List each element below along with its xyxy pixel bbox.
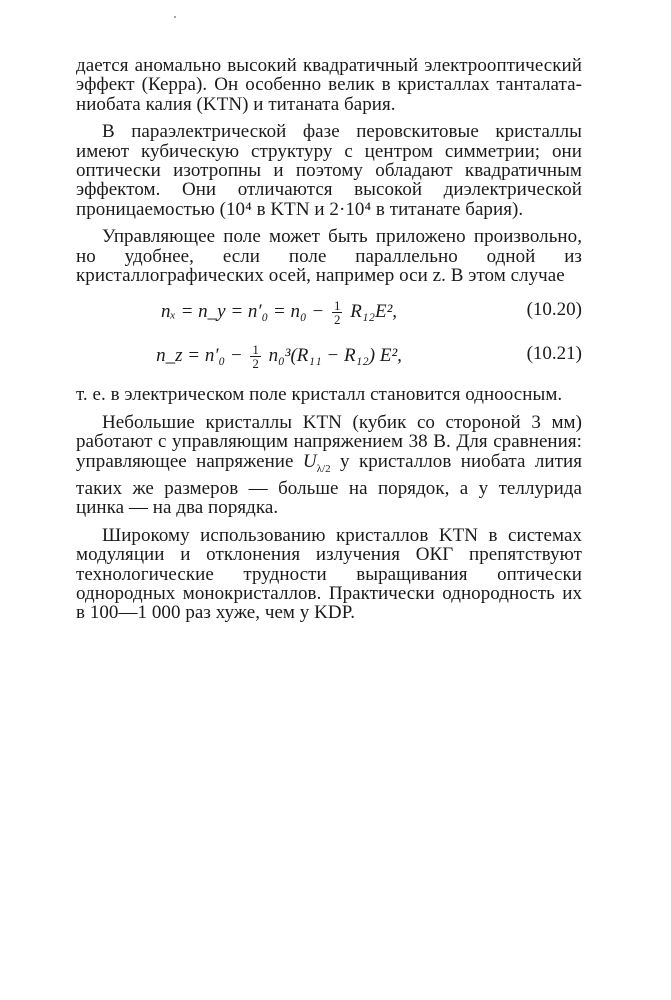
equation-10-21-lhs: n_z = n′₀ −	[156, 345, 243, 367]
equation-10-21-rhs: n₀³(R₁₁ − R₁₂) E²,	[268, 345, 402, 367]
equation-10-20	[76, 299, 582, 329]
paragraph-5-end: у кристаллов ниобата лития таких же размеров — больше на порядок, а у теллурида цинка — на два порядка.	[76, 450, 582, 519]
equation-10-20-lhs: nₓ = n_y = n′₀ = n₀ −	[160, 301, 325, 323]
equation-10-21-number: (10.21)	[526, 343, 582, 365]
voltage-symbol: U	[302, 450, 317, 472]
fraction-denominator: 2	[252, 356, 259, 372]
paragraph-5-start: Небольшие кристаллы KTN (кубик со стороной 3 мм) работают с управляющим напряжением 38 В. Для сравнения: управляющее напряжение	[76, 411, 582, 472]
paragraph-2: В параэлектрической фазе перовскитовые кристаллы имеют кубическую структуру с центром симметрии; они оптически изотропны и поэтому обладают квадратичным эффектом. Они отличаются высокой диэлектрической проницаемостью (10⁴ в KTN и 2·10⁴ в титанате бария).	[76, 121, 582, 220]
equation-10-20-formula	[76, 299, 482, 326]
paragraph-5	[76, 413, 582, 518]
fraction-numerator: 1	[252, 342, 259, 358]
paragraph-1: дается аномально высокий квадратичный электрооптический эффект (Керра). Он особенно велик в кристаллах танталата-ниобата калия (KTN) и титаната бария.	[76, 55, 582, 115]
equation-10-20-fraction	[332, 299, 343, 326]
paragraph-6: Широкому использованию кристаллов KTN в системах модуляции и отклонения излучения ОКГ препятствуют технологические трудности выращивания оптически однородных монокристаллов. Практически однородность их в 100—1 000 раз хуже, чем у KDP.	[76, 524, 582, 624]
voltage-subscript: λ/2	[316, 462, 331, 475]
page-body	[76, 56, 582, 623]
equation-10-20-number: (10.20)	[526, 299, 582, 321]
equation-10-21-formula	[76, 343, 482, 370]
paragraph-3: Управляющее поле может быть приложено произвольно, но удобнее, если поле параллельно одной из кристаллографических осей, например оси z. В этом случае	[76, 226, 582, 287]
fraction-numerator: 1	[333, 298, 341, 314]
equation-10-20-rhs: R₁₂E²,	[350, 301, 398, 323]
equation-10-21-fraction	[250, 343, 261, 370]
equation-10-21	[76, 343, 582, 373]
fraction-denominator: 2	[333, 312, 341, 328]
paragraph-4: т. е. в электрическом поле кристалл становится одноосным.	[76, 384, 563, 406]
speck	[174, 16, 176, 18]
